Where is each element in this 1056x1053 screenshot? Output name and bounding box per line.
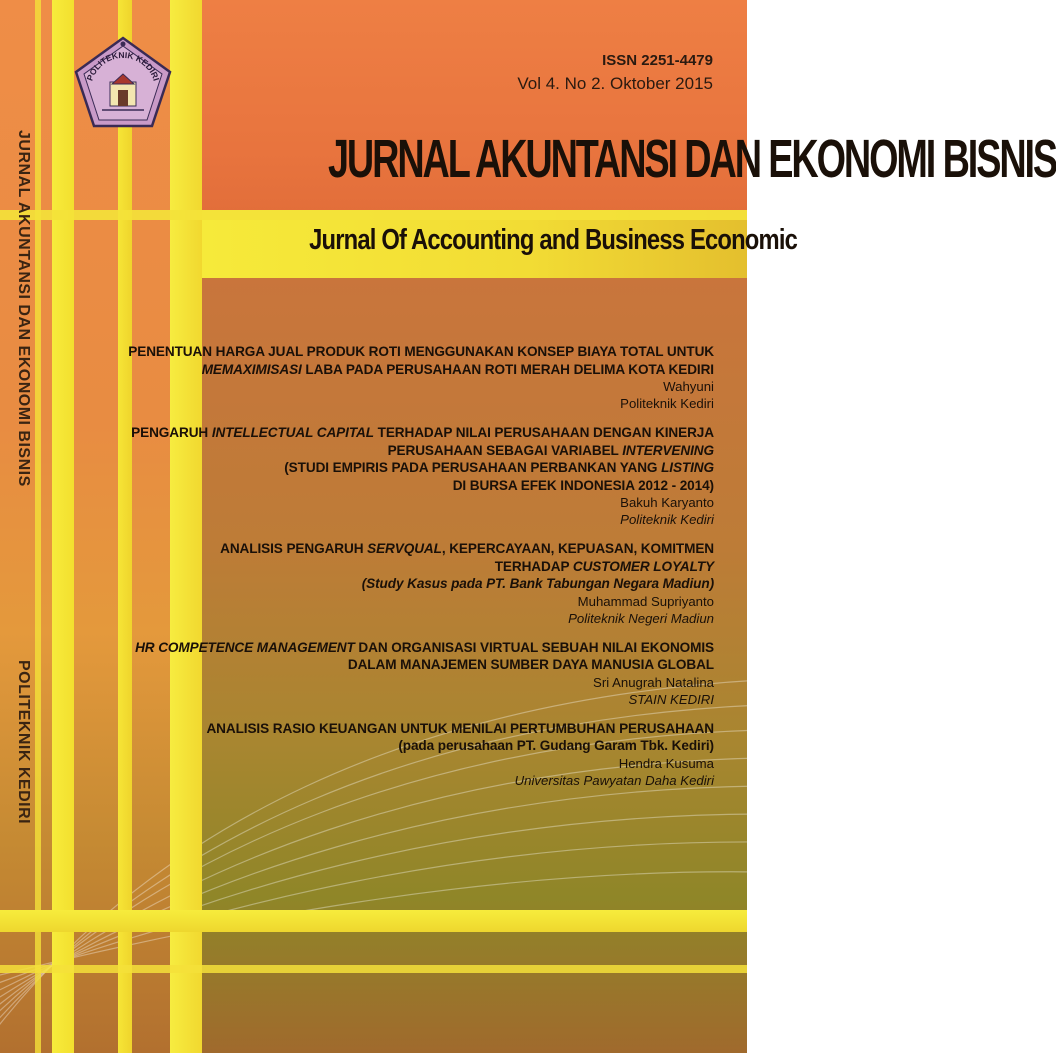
article-title-line bbox=[100, 424, 714, 442]
title-segment: LISTING bbox=[661, 460, 714, 475]
article-entry bbox=[100, 343, 714, 412]
article-institution: Universitas Pawyatan Daha Kediri bbox=[514, 772, 714, 788]
title-segment: ANALISIS PENGARUH bbox=[220, 541, 368, 556]
article-title-line bbox=[100, 720, 714, 738]
article-title-line bbox=[100, 575, 714, 593]
title-segment: DI BURSA EFEK INDONESIA 2012 - 2014) bbox=[452, 477, 714, 493]
article-title-line bbox=[100, 343, 714, 361]
yellow-stripe bbox=[0, 965, 747, 973]
yellow-stripe bbox=[0, 910, 747, 932]
title-segment: TERHADAP NILAI PERUSAHAAN DENGAN KINERJA bbox=[373, 425, 714, 440]
spine-title: JURNAL AKUNTANSI DAN EKONOMI BISNIS bbox=[15, 130, 32, 487]
article-entry bbox=[100, 540, 714, 627]
title-segment: ANALISIS RASIO KEUANGAN UNTUK MENILAI PERTUMBUHAN PERUSAHAAN bbox=[206, 720, 714, 736]
title-segment: SERVQUAL bbox=[367, 541, 442, 556]
article-title-line bbox=[100, 656, 714, 674]
spine-institution: POLITEKNIK KEDIRI bbox=[15, 660, 32, 825]
journal-title: JURNAL AKUNTANSI DAN EKONOMI BISNIS bbox=[328, 129, 1056, 189]
article-author: Bakuh Karyanto bbox=[620, 495, 714, 510]
article-author: Wahyuni bbox=[663, 379, 714, 394]
title-segment: DALAM MANAJEMEN SUMBER DAYA MANUSIA GLOBAL bbox=[347, 657, 714, 672]
article-institution: Politeknik Negeri Madiun bbox=[568, 610, 714, 626]
journal-subtitle: Jurnal Of Accounting and Business Economic bbox=[309, 224, 798, 256]
title-segment: DAN ORGANISASI VIRTUAL SEBUAH NILAI EKONOMIS bbox=[354, 639, 714, 655]
article-title-line bbox=[100, 442, 714, 460]
article-title-line bbox=[100, 361, 714, 379]
article-title-line bbox=[100, 540, 714, 558]
title-segment: PENGARUH bbox=[131, 425, 212, 440]
article-institution: Politeknik Kediri bbox=[620, 512, 714, 527]
yellow-stripe bbox=[52, 0, 74, 1053]
university-seal-icon bbox=[72, 36, 174, 130]
title-segment: INTERVENING bbox=[622, 442, 714, 458]
title-segment: PENENTUAN HARGA JUAL PRODUK ROTI MENGGUNAKAN KONSEP BIAYA TOTAL UNTUK bbox=[128, 344, 714, 359]
article-author: Muhammad Supriyanto bbox=[577, 593, 714, 609]
title-segment: LABA PADA PERUSAHAAN ROTI MERAH DELIMA KOTA KEDIRI bbox=[301, 361, 714, 377]
article-entry bbox=[100, 639, 714, 708]
title-segment: , KEPERCAYAAN, KEPUASAN, KOMITMEN bbox=[441, 541, 714, 556]
article-institution: STAIN KEDIRI bbox=[628, 691, 714, 707]
article-title-line bbox=[100, 639, 714, 657]
title-segment: TERHADAP bbox=[494, 558, 573, 574]
article-author: Sri Anugrah Natalina bbox=[593, 674, 714, 690]
title-segment: (Study Kasus pada PT. Bank Tabungan Negara Madiun) bbox=[361, 576, 714, 591]
title-segment: HR COMPETENCE MANAGEMENT bbox=[135, 639, 355, 655]
article-title-line bbox=[100, 558, 714, 576]
article-entry bbox=[100, 720, 714, 789]
article-institution: Politeknik Kediri bbox=[620, 396, 714, 411]
yellow-stripe bbox=[35, 0, 41, 1053]
issn-number: ISSN 2251-4479 bbox=[602, 52, 713, 69]
article-entry bbox=[100, 424, 714, 528]
table-of-contents bbox=[100, 343, 714, 801]
article-title-line bbox=[100, 477, 714, 495]
title-segment: CUSTOMER LOYALTY bbox=[572, 558, 714, 574]
article-title-line bbox=[100, 737, 714, 755]
title-segment: MEMAXIMISASI bbox=[201, 361, 302, 377]
yellow-stripe bbox=[0, 210, 747, 220]
title-segment: INTELLECTUAL CAPITAL bbox=[211, 425, 374, 440]
title-segment: (STUDI EMPIRIS PADA PERUSAHAAN PERBANKAN YANG bbox=[284, 460, 662, 475]
logo-text: POLITEKNIK KEDIRI bbox=[84, 49, 162, 83]
article-title-line bbox=[100, 459, 714, 477]
title-segment: PERUSAHAAN SEBAGAI VARIABEL bbox=[387, 442, 623, 458]
volume-issue: Vol 4. No 2. Oktober 2015 bbox=[517, 74, 713, 93]
article-author: Hendra Kusuma bbox=[618, 755, 714, 771]
title-segment: (pada perusahaan PT. Gudang Garam Tbk. Kediri) bbox=[398, 738, 714, 753]
